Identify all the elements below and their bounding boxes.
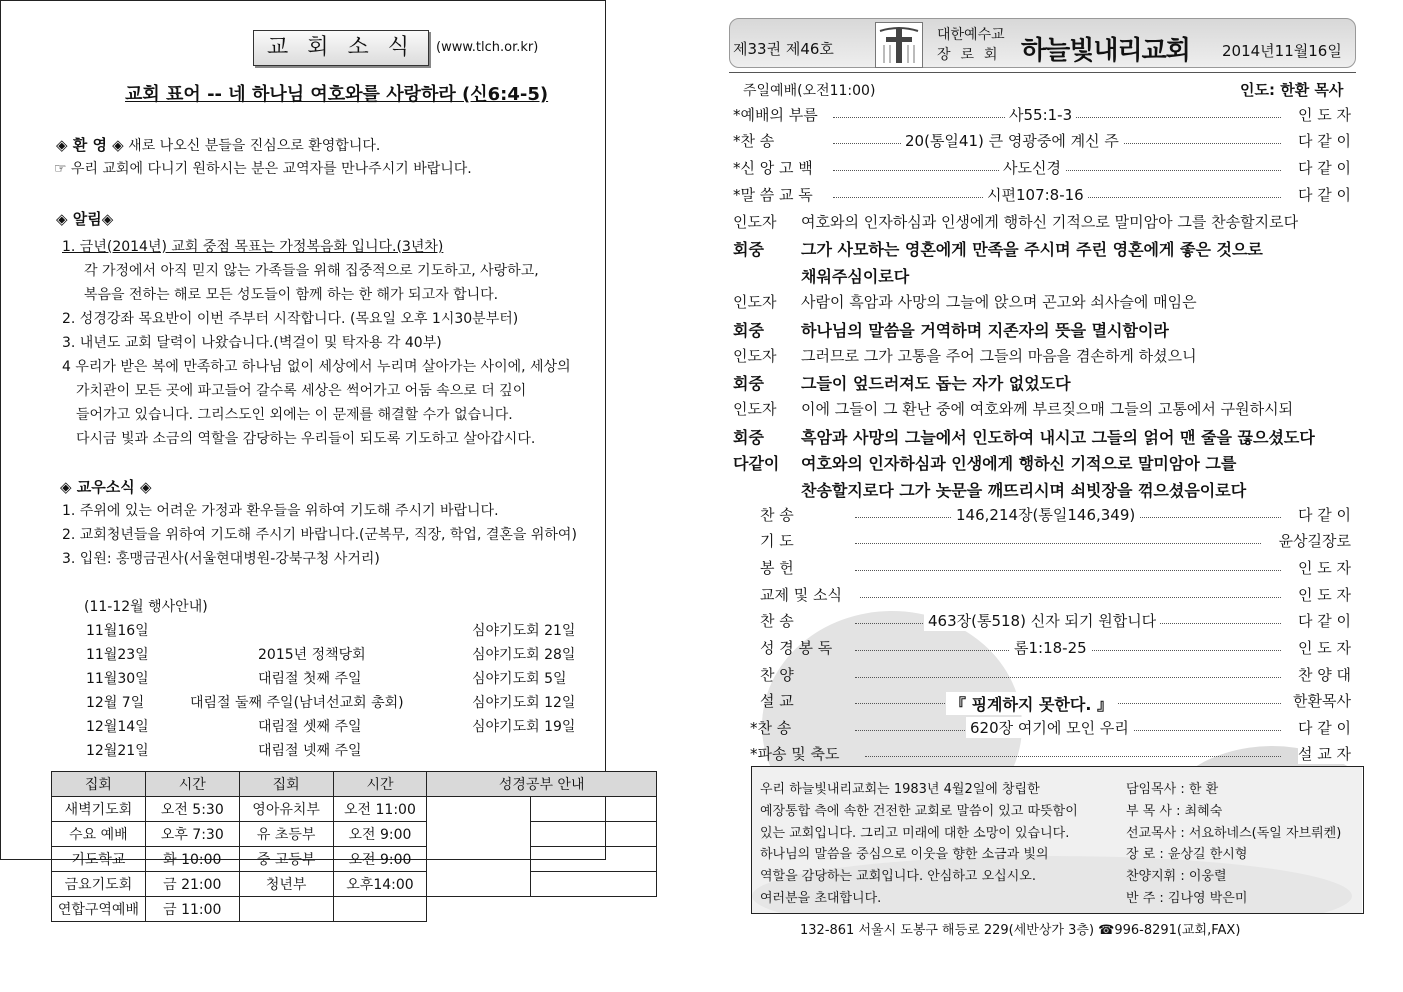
column-header: 집회 xyxy=(239,772,333,797)
column-header: 집회 xyxy=(52,772,146,797)
order-item: 찬 양 xyxy=(760,666,794,684)
order-leader: 인 도 자 xyxy=(1297,586,1351,604)
order-item: 설 교 xyxy=(760,692,794,710)
reading-role: 다같이 xyxy=(733,454,780,473)
meeting-cell: 수요 예배 xyxy=(52,822,146,847)
notice-item: 4 우리가 받은 복에 만족하고 하나님 없이 세상에서 누리며 살아가는 사이에, 세상의 xyxy=(62,359,571,375)
church-motto: 교회 표어 -- 네 하나님 여호와를 사랑하라 (신6:4-5) xyxy=(125,84,549,105)
reading-role: 인도자 xyxy=(733,213,777,231)
member-news-item: 1. 주위에 있는 어려운 가정과 환우들을 위하여 기도해 주시기 바랍니다. xyxy=(62,503,499,519)
events-heading: (11-12월 행사안내) xyxy=(84,599,208,615)
staff-line: 담임목사 : 한 환 xyxy=(1126,782,1219,797)
reading-role: 인도자 xyxy=(733,400,777,418)
reading-text: 여호와의 인자하심과 인생에게 행하신 기적으로 말미암아 그를 찬송할지로다 xyxy=(801,213,1299,231)
column-header: 성경공부 안내 xyxy=(427,772,657,797)
order-row xyxy=(733,130,1351,152)
order-row xyxy=(733,184,1351,206)
staff-line: 부 목 사 : 최혜숙 xyxy=(1126,804,1223,819)
order-item: 봉 헌 xyxy=(760,559,794,577)
staff-line: 장 로 : 윤상길 한시형 xyxy=(1126,847,1248,862)
denomination: 대한예수교 xyxy=(937,27,1005,43)
table-row xyxy=(52,897,657,922)
notice-item: 들어가고 있습니다. 그리스도인 외에는 이 문제를 해결할 수가 없습니다. xyxy=(76,407,513,423)
intro-line: 예장통합 측에 속한 건전한 교회로 말씀이 있고 따뜻함이 xyxy=(760,804,1078,819)
order-leader: 다 같 이 xyxy=(1297,506,1351,524)
event-date: 11월30일 xyxy=(86,671,149,687)
order-leader: 다 같 이 xyxy=(1297,186,1351,204)
reading-role: 회중 xyxy=(733,428,764,447)
order-content: 사55:1-3 xyxy=(1005,104,1076,125)
bible-study-cell xyxy=(531,822,657,847)
service-leader: 인도: 한환 목사 xyxy=(1240,81,1344,99)
reading-role: 회중 xyxy=(733,240,764,259)
bible-study-cell xyxy=(427,797,531,897)
order-item: *파송 및 축도 xyxy=(750,745,840,763)
order-content: 620장 여기에 모인 우리 xyxy=(966,717,1133,738)
notice-item: 3. 내년도 교회 달력이 나왔습니다.(벽걸이 및 탁자용 각 40부) xyxy=(62,335,442,351)
bible-study-cell xyxy=(531,847,657,872)
meeting-cell: 중 고등부 xyxy=(239,847,333,872)
table-row xyxy=(52,797,657,822)
time-cell xyxy=(333,897,427,922)
column-header: 시간 xyxy=(333,772,427,797)
time-cell: 금 11:00 xyxy=(145,897,239,922)
staff-line: 선교목사 : 서요하네스(독일 자브뤼켄) xyxy=(1126,826,1342,841)
notice-heading: ◈ 알림◈ xyxy=(56,210,114,228)
order-row xyxy=(760,664,1351,686)
event-date: 12월 7일 xyxy=(86,695,145,711)
volume-number: 제33권 제46호 xyxy=(733,40,834,58)
meeting-cell: 연합구역예배 xyxy=(52,897,146,922)
event-date: 12월21일 xyxy=(86,743,149,759)
reading-text: 여호와의 인자하심과 인생에게 행하신 기적으로 말미암아 그를 xyxy=(801,454,1237,473)
welcome-heading: ◈ 환 영 ◈ xyxy=(56,136,124,154)
reading-text: 채워주심이로다 xyxy=(801,267,910,286)
event-name: 대림절 첫째 주일 xyxy=(258,671,362,687)
order-leader: 다 같 이 xyxy=(1297,159,1351,177)
order-item: 기 도 xyxy=(760,532,794,550)
order-row xyxy=(750,717,1351,739)
intro-line: 역할을 감당하는 교회입니다. 안심하고 오십시오. xyxy=(760,869,1036,884)
order-row xyxy=(760,504,1351,526)
order-content: 463장(통518) 신자 되기 원합니다 xyxy=(924,610,1160,631)
meeting-cell: 유 초등부 xyxy=(239,822,333,847)
order-item: 찬 송 xyxy=(760,612,794,630)
order-leader: 설 교 자 xyxy=(1297,745,1351,763)
reading-role: 인도자 xyxy=(733,347,777,365)
council: 장로회 xyxy=(937,47,1008,63)
meeting-cell: 영아유치부 xyxy=(239,797,333,822)
staff-line: 반 주 : 김나영 박은미 xyxy=(1126,891,1248,906)
meeting-cell: 기도학교 xyxy=(52,847,146,872)
welcome-text: 새로 나오신 분들을 진심으로 환영합니다. xyxy=(123,138,381,154)
header-divider xyxy=(729,72,1356,73)
welcome-note: ☞ 우리 교회에 다니기 원하시는 분은 교역자를 만나주시기 바랍니다. xyxy=(54,161,472,177)
meeting-cell xyxy=(239,897,333,922)
time-cell: 오전 9:00 xyxy=(333,822,427,847)
bulletin-date: 2014년11월16일 xyxy=(1222,42,1342,60)
news-title: 교 회 소 식 xyxy=(253,30,429,66)
member-news-item: 3. 입원: 홍맹금권사(서울현대병원-강북구청 사거리) xyxy=(62,551,380,567)
order-content: 146,214장(통일146,349) xyxy=(952,504,1139,525)
meeting-cell: 청년부 xyxy=(239,872,333,897)
time-cell: 오전 5:30 xyxy=(145,797,239,822)
table-row xyxy=(52,847,657,872)
order-row xyxy=(760,637,1351,659)
order-item: *찬 송 xyxy=(750,719,792,737)
time-cell: 오전 9:00 xyxy=(333,847,427,872)
order-item: 성 경 봉 독 xyxy=(760,639,833,657)
welcome-section xyxy=(56,134,380,155)
order-row xyxy=(733,157,1351,179)
order-row xyxy=(760,530,1351,552)
event-name: 대림절 셋째 주일 xyxy=(258,719,362,735)
bible-study-cell xyxy=(427,897,657,922)
order-item: 찬 송 xyxy=(760,506,794,524)
intro-line: 우리 하늘빛내리교회는 1983년 4월2일에 창립한 xyxy=(760,782,1040,797)
event-prayer: 심야기도회 28일 xyxy=(472,647,576,663)
bible-study-cell xyxy=(531,872,657,897)
church-address: 132-861 서울시 도봉구 해등로 229(세반상가 3층) ☎996-8291(교회,FAX) xyxy=(800,923,1241,938)
order-leader: 인 도 자 xyxy=(1297,106,1351,124)
reading-text: 그러므로 그가 고통을 주어 그들의 마음을 겸손하게 하셨으니 xyxy=(801,347,1197,365)
meeting-schedule-table xyxy=(51,771,657,922)
event-date: 11월23일 xyxy=(86,647,149,663)
order-row xyxy=(760,557,1351,579)
notice-item: 가치관이 모든 곳에 파고들어 갈수록 세상은 썩어가고 어둠 속으로 더 깊이 xyxy=(76,383,527,399)
reading-text: 하나님의 말씀을 거역하며 지존자의 뜻을 멸시함이라 xyxy=(801,321,1169,340)
order-row xyxy=(760,584,1351,606)
member-news-heading: ◈ 교우소식 ◈ xyxy=(60,478,152,496)
reading-role: 회중 xyxy=(733,321,764,340)
order-item: *찬 송 xyxy=(733,132,775,150)
event-date: 12월14일 xyxy=(86,719,149,735)
reading-role: 회중 xyxy=(733,374,764,393)
order-item: *예배의 부름 xyxy=(733,106,818,124)
reading-text: 이에 그들이 그 환난 중에 여호와께 부르짖으매 그들의 고통에서 구원하시되 xyxy=(801,400,1294,418)
reading-text: 찬송할지로다 그가 놋문을 깨뜨리시며 쇠빗장을 꺾으셨음이로다 xyxy=(801,481,1247,500)
order-row xyxy=(750,743,1351,765)
event-name: 대림절 넷째 주일 xyxy=(258,743,362,759)
staff-line: 찬양지휘 : 이웅렬 xyxy=(1126,869,1227,884)
sermon-title: 『 핑계하지 못한다. 』 xyxy=(946,692,1117,715)
order-item: *신 앙 고 백 xyxy=(733,159,813,177)
order-leader: 인 도 자 xyxy=(1297,639,1351,657)
time-cell: 오후14:00 xyxy=(333,872,427,897)
order-row xyxy=(760,690,1351,712)
meeting-cell: 새벽기도회 xyxy=(52,797,146,822)
order-item: 교제 및 소식 xyxy=(760,586,842,604)
event-prayer: 심야기도회 5일 xyxy=(472,671,567,687)
event-name: 대림절 둘째 주일(남녀선교회 총회) xyxy=(190,695,404,711)
bible-study-cell xyxy=(531,797,657,822)
service-title: 주일예배(오전11:00) xyxy=(743,83,876,99)
intro-line: 있는 교회입니다. 그리고 미래에 대한 소망이 있습니다. xyxy=(760,826,1070,841)
reading-text: 흑암과 사망의 그늘에서 인도하여 내시고 그들의 얽어 맨 줄을 끊으셨도다 xyxy=(801,428,1315,447)
time-cell: 오후 7:30 xyxy=(145,822,239,847)
table-row xyxy=(52,822,657,847)
table-header-row xyxy=(52,772,657,797)
order-leader: 찬 양 대 xyxy=(1297,666,1351,684)
order-leader: 인 도 자 xyxy=(1297,559,1351,577)
reading-role: 인도자 xyxy=(733,293,777,311)
notice-item: 각 가정에서 아직 믿지 않는 가족들을 위해 집중적으로 기도하고, 사랑하고, xyxy=(84,263,539,279)
order-leader: 윤상길장로 xyxy=(1278,532,1351,550)
order-row xyxy=(760,610,1351,632)
notice-item: 복음을 전하는 해로 모든 성도들이 함께 하는 한 해가 되고자 합니다. xyxy=(84,287,499,303)
reading-text: 그가 사모하는 영혼에게 만족을 주시며 주린 영혼에게 좋은 것으로 xyxy=(801,240,1263,259)
table-row xyxy=(52,872,657,897)
time-cell: 오전 11:00 xyxy=(333,797,427,822)
order-leader: 다 같 이 xyxy=(1297,132,1351,150)
order-content: 20(통일41) 큰 영광중에 계신 주 xyxy=(901,130,1123,151)
event-prayer: 심야기도회 19일 xyxy=(472,719,576,735)
order-item: *말 씀 교 독 xyxy=(733,186,813,204)
intro-line: 하나님의 말씀을 중심으로 이웃을 향한 소금과 빛의 xyxy=(760,847,1049,862)
order-leader: 다 같 이 xyxy=(1297,612,1351,630)
event-prayer: 심야기도회 21일 xyxy=(472,623,576,639)
time-cell: 금 21:00 xyxy=(145,872,239,897)
church-logo xyxy=(875,22,923,68)
member-news-item: 2. 교회청년들을 위하여 기도해 주시기 바랍니다.(군복무, 직장, 학업, 결혼을 위하여) xyxy=(62,527,577,543)
notice-item: 2. 성경강좌 목요반이 이번 주부터 시작합니다. (목요일 오후 1시30분부터) xyxy=(62,311,519,327)
reading-text: 사람이 흑암과 사망의 그늘에 앉으며 곤고와 쇠사슬에 매임은 xyxy=(801,293,1197,311)
order-row xyxy=(733,104,1351,126)
church-url[interactable]: (www.tlch.or.kr) xyxy=(436,40,539,55)
order-leader: 한환목사 xyxy=(1293,692,1351,710)
meeting-cell: 금요기도회 xyxy=(52,872,146,897)
event-name: 2015년 정책당회 xyxy=(258,647,366,663)
order-leader: 다 같 이 xyxy=(1297,719,1351,737)
column-header: 시간 xyxy=(145,772,239,797)
notice-item: 1. 금년(2014년) 교회 중점 목표는 가정복음화 입니다.(3년차) xyxy=(62,239,444,255)
event-prayer: 심야기도회 12일 xyxy=(472,695,576,711)
order-content: 롬1:18-25 xyxy=(1010,637,1091,658)
order-content: 사도신경 xyxy=(999,157,1065,178)
church-name: 하늘빛내리교회 xyxy=(1021,36,1190,66)
event-date: 11월16일 xyxy=(86,623,149,639)
intro-line: 여러분을 초대합니다. xyxy=(760,891,882,906)
order-content: 시편107:8-16 xyxy=(983,184,1088,205)
notice-item: 다시금 빛과 소금의 역할을 감당하는 우리들이 되도록 기도하고 살아갑시다. xyxy=(76,431,536,447)
time-cell: 화 10:00 xyxy=(145,847,239,872)
reading-text: 그들이 엎드러져도 돕는 자가 없었도다 xyxy=(801,374,1071,393)
